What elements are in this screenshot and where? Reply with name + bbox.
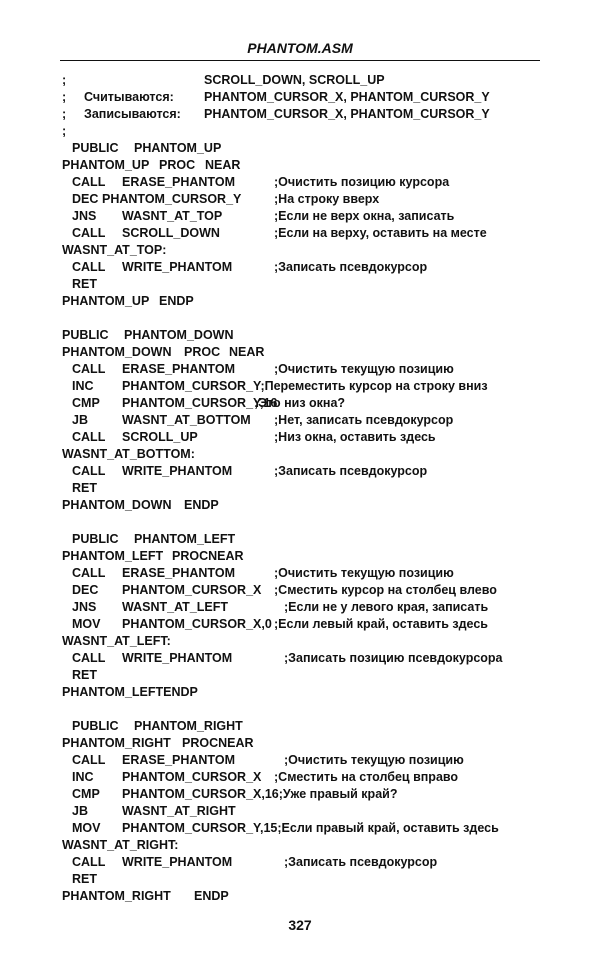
code-token: WASNT_AT_BOTTOM: [62, 447, 195, 461]
code-token: INC [72, 379, 94, 393]
blank-line [62, 514, 542, 531]
code-token: PHANTOM_CURSOR_X,16;Уже правый край? [122, 787, 398, 801]
code-token: PHANTOM_CURSOR_Y;Переместить курсор на строку вниз [122, 379, 488, 393]
code-token: JNS [72, 600, 97, 614]
code-line [62, 599, 542, 616]
code-token: ;Низ окна, оставить здесь [274, 430, 436, 444]
code-token: WASNT_AT_TOP [122, 209, 223, 223]
code-token: PUBLIC [72, 141, 119, 155]
code-token: CALL [72, 855, 106, 869]
code-token: ERASE_PHANTOM [122, 175, 235, 189]
code-token: WASNT_AT_RIGHT [122, 804, 236, 818]
code-line [62, 803, 542, 820]
code-token: JB [72, 804, 88, 818]
code-token: ;Сместить на столбец вправо [274, 770, 459, 784]
code-line [62, 123, 542, 140]
code-line [62, 735, 542, 752]
code-token: MOV [72, 617, 101, 631]
code-token: ;Очистить текущую позицию [284, 753, 464, 767]
code-token: ; [62, 73, 67, 87]
code-token: SCROLL_DOWN, SCROLL_UP [204, 73, 385, 87]
code-line [62, 684, 542, 701]
code-line [62, 446, 542, 463]
code-token: PHANTOM_UP [62, 158, 150, 172]
code-token: SCROLL_DOWN [122, 226, 220, 240]
code-token: Считываются: [84, 90, 174, 104]
code-token: ENDP [184, 498, 219, 512]
code-line [62, 208, 542, 225]
code-token: CMP [72, 396, 100, 410]
code-line [62, 174, 542, 191]
code-line [62, 871, 542, 888]
code-token: PROCNEAR [172, 549, 244, 563]
code-token: PHANTOM_CURSOR_Y,16 [122, 396, 278, 410]
code-line [62, 718, 542, 735]
code-token: WRITE_PHANTOM [122, 260, 233, 274]
code-token: WASNT_AT_BOTTOM [122, 413, 251, 427]
code-token: ;Сместить курсор на столбец влево [274, 583, 497, 597]
blank-line [62, 701, 542, 718]
code-line [62, 361, 542, 378]
code-token: ;Нет, записать псевдокурсор [274, 413, 454, 427]
code-token: WRITE_PHANTOM [122, 651, 233, 665]
code-token: NEAR [205, 158, 241, 172]
code-line [62, 548, 542, 565]
code-token: ; [62, 124, 67, 138]
code-token: JB [72, 413, 88, 427]
code-token: RET [72, 872, 97, 886]
code-line [62, 497, 542, 514]
code-line [62, 225, 542, 242]
code-token: PROC [159, 158, 196, 172]
code-token: RET [72, 277, 97, 291]
code-line [62, 463, 542, 480]
code-line [62, 344, 542, 361]
code-line [62, 769, 542, 786]
code-token: CALL [72, 651, 106, 665]
code-token: CALL [72, 362, 106, 376]
code-token: CMP [72, 787, 100, 801]
code-token: CALL [72, 260, 106, 274]
code-line [62, 327, 542, 344]
code-line [62, 633, 542, 650]
code-token: JNS [72, 209, 97, 223]
code-token: ;Очистить текущую позицию [274, 362, 454, 376]
code-line [62, 786, 542, 803]
code-listing [62, 72, 542, 905]
code-token: ;Если не у левого края, записать [284, 600, 489, 614]
code-token: WASNT_AT_TOP: [62, 243, 167, 257]
code-token: PHANTOM_CURSOR_X [122, 583, 262, 597]
code-token: WRITE_PHANTOM [122, 464, 233, 478]
code-token: PHANTOM_LEFT [62, 549, 164, 563]
code-token: WASNT_AT_RIGHT: [62, 838, 179, 852]
code-line [62, 106, 542, 123]
code-token: ;Записать псевдокурсор [274, 260, 428, 274]
code-token: RET [72, 668, 97, 682]
code-line [62, 157, 542, 174]
code-token: PROC [184, 345, 221, 359]
code-token: Записываются: [84, 107, 181, 121]
code-token: ;Очистить текущую позицию [274, 566, 454, 580]
code-token: CALL [72, 753, 106, 767]
code-token: SCROLL_UP [122, 430, 198, 444]
code-token: PHANTOM_UP [134, 141, 222, 155]
code-token: ;Записать позицию псевдокурсора [284, 651, 503, 665]
code-token: NEAR [229, 345, 265, 359]
code-token: PHANTOM_CURSOR_Y [102, 192, 242, 206]
code-line [62, 191, 542, 208]
code-token: CALL [72, 464, 106, 478]
code-token: CALL [72, 566, 106, 580]
code-line [62, 888, 542, 905]
code-line [62, 650, 542, 667]
code-token: WASNT_AT_LEFT [122, 600, 229, 614]
code-line [62, 276, 542, 293]
code-token: CALL [72, 175, 106, 189]
code-token: PHANTOM_LEFT [134, 532, 236, 546]
code-token: PHANTOM_CURSOR_Y,15;Если правый край, оставить здесь [122, 821, 499, 835]
code-token: ;Записать псевдокурсор [274, 464, 428, 478]
code-token: WRITE_PHANTOM [122, 855, 233, 869]
page-header: PHANTOM.ASM [247, 40, 353, 56]
blank-line [62, 310, 542, 327]
code-token: ENDP [159, 294, 194, 308]
code-line [62, 89, 542, 106]
code-token: ; [62, 90, 67, 104]
code-line [62, 837, 542, 854]
code-token: PHANTOM_DOWN [62, 345, 172, 359]
page-number: 327 [288, 917, 312, 933]
code-token: ;Если не верх окна, записать [274, 209, 455, 223]
code-token: PHANTOM_LEFTENDP [62, 685, 198, 699]
code-token: INC [72, 770, 94, 784]
code-token: PHANTOM_CURSOR_X, PHANTOM_CURSOR_Y [204, 90, 490, 104]
code-token: DEC [72, 192, 99, 206]
code-token: PHANTOM_RIGHT [62, 736, 171, 750]
code-line [62, 752, 542, 769]
code-token: ;Если левый край, оставить здесь [274, 617, 488, 631]
code-token: ;На строку вверх [274, 192, 380, 206]
code-token: PUBLIC [72, 719, 119, 733]
code-token: PHANTOM_RIGHT [134, 719, 243, 733]
code-token: ;Очистить позицию курсора [274, 175, 450, 189]
code-token: ; [62, 107, 67, 121]
code-token: PUBLIC [72, 532, 119, 546]
code-token: PHANTOM_UP [62, 294, 150, 308]
code-token: MOV [72, 821, 101, 835]
code-line [62, 667, 542, 684]
code-token: PHANTOM_CURSOR_X [122, 770, 262, 784]
code-token: PHANTOM_CURSOR_X, PHANTOM_CURSOR_Y [204, 107, 490, 121]
code-token: PROCNEAR [182, 736, 254, 750]
code-token: ;Записать псевдокурсор [284, 855, 438, 869]
code-token: ENDP [194, 889, 229, 903]
code-token: PHANTOM_RIGHT [62, 889, 171, 903]
code-line [62, 395, 542, 412]
code-token: CALL [72, 226, 106, 240]
code-line [62, 616, 542, 633]
code-token: RET [72, 481, 97, 495]
code-line [62, 378, 542, 395]
code-line [62, 412, 542, 429]
code-line [62, 480, 542, 497]
code-token: PUBLIC [62, 328, 109, 342]
code-token: WASNT_AT_LEFT: [62, 634, 171, 648]
code-line [62, 582, 542, 599]
code-token: ERASE_PHANTOM [122, 566, 235, 580]
code-line [62, 531, 542, 548]
code-token: ERASE_PHANTOM [122, 753, 235, 767]
code-line [62, 429, 542, 446]
code-line [62, 242, 542, 259]
code-line [62, 72, 542, 89]
code-line [62, 293, 542, 310]
code-token: ERASE_PHANTOM [122, 362, 235, 376]
code-token: PHANTOM_DOWN [62, 498, 172, 512]
code-line [62, 820, 542, 837]
code-token: CALL [72, 430, 106, 444]
code-line [62, 854, 542, 871]
code-line [62, 259, 542, 276]
code-line [62, 140, 542, 157]
header-rule [60, 60, 540, 61]
code-token: PHANTOM_CURSOR_X,0 [122, 617, 272, 631]
code-token: DEC [72, 583, 99, 597]
code-token: PHANTOM_DOWN [124, 328, 234, 342]
code-token: ;Это низ окна? [254, 396, 346, 410]
code-token: ;Если на верху, оставить на месте [274, 226, 487, 240]
code-line [62, 565, 542, 582]
